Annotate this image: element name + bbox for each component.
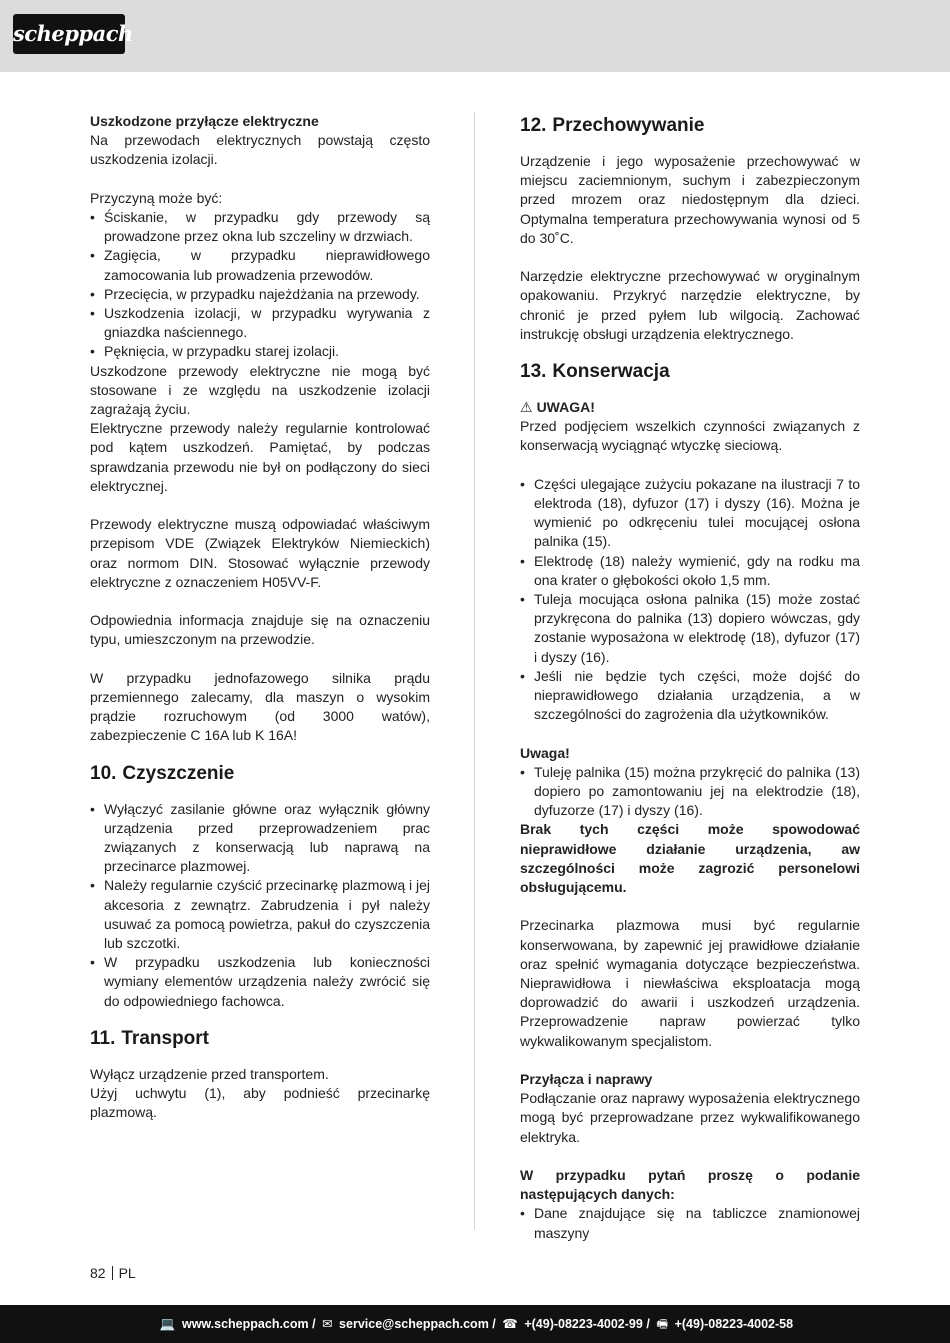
cleaning-list (90, 800, 430, 1011)
maintenance-list (520, 475, 860, 725)
list-item: • Tuleję palnika (15) można przykręcić do palnika (13) dopiero po zamontowaniu jej na elektrodzie (18), dyfuzorze (17) i dyszy (16). (520, 763, 860, 821)
list-item: • Uszkodzenia izolacji, w przypadku wyrywania z gniazdka naściennego. (90, 304, 430, 342)
fax-icon: 🖷 (656, 1317, 669, 1331)
warning-label: ⚠ UWAGA! (520, 399, 595, 416)
vde-paragraph: Przewody elektryczne muszą odpowiadać właściwym przepisom VDE (Związek Elektryków Niemieckich) oraz normom DIN. Stosować wyłącznie przewody elektryczne z oznaczeniem H05VV-F. (90, 516, 430, 590)
section-heading-cleaning (90, 762, 430, 786)
section-number: 10. (90, 762, 117, 784)
left-column (90, 112, 430, 1122)
scheppach-logo: scheppach (13, 14, 125, 54)
footer-separator: / (312, 1317, 316, 1331)
phone-icon: ☎ (502, 1317, 518, 1331)
section-title: Konserwacja (552, 361, 670, 383)
info-paragraph: Odpowiednia informacja znajduje się na oznaczeniu typu, umieszczonym na przewodzie. (90, 612, 430, 648)
questions-list (520, 1204, 860, 1242)
check-paragraph: Elektryczne przewody należy regularnie kontrolować pod kątem uszkodzeń. Pamiętać, by podczas sprawdzania przewodu nie był on podłączony do sieci elektrycznej. (90, 420, 430, 494)
section-title: Transport (121, 1027, 209, 1049)
note-list (520, 763, 860, 821)
list-item: • Elektrodę (18) należy wymienić, gdy na rodku ma ona krater o głębokości około 1,5 mm. (520, 552, 860, 590)
phone-number: +(49)-08223-4002-99 (524, 1317, 643, 1331)
storage-paragraph: Narzędzie elektryczne przechowywać w oryginalnym opakowaniu. Przykryć narzędzie elektryczne, by chronić je przed pyłem lub wilgocią. Zachować instrukcję obsługi urządzenia elektrycznego. (520, 268, 860, 342)
mail-icon: ✉ (322, 1317, 333, 1331)
section-title: Przechowywanie (552, 115, 705, 136)
website-link[interactable]: www.scheppach.com (181, 1317, 309, 1331)
questions-heading: W przypadku pytań proszę o podanie następujących danych: (520, 1167, 860, 1203)
footer-separator: / (646, 1317, 650, 1331)
list-item: • W przypadku uszkodzenia lub konieczności wymiany elementów urządzenia należy zwrócić się do odpowiedniego fachowca. (90, 953, 430, 1011)
list-item: • Zagięcia, w przypadku nieprawidłowego zamocowania lub prowadzenia przewodów. (90, 246, 430, 284)
page-number-value: 82 (90, 1265, 106, 1281)
footer-separator: / (492, 1317, 496, 1331)
section-heading-storage (520, 114, 860, 138)
list-item: • Pęknięcia, w przypadku starej izolacji. (90, 342, 430, 361)
list-item: • Ściskanie, w przypadku gdy przewody są prowadzone przez okna lub szczeliny w drzwiach. (90, 208, 430, 246)
warning-triangle-icon: ⚠ (520, 399, 533, 416)
warning-text: Przed podjęciem wszelkich czynności związanych z konserwacją wyciągnąć wtyczkę sieciową. (520, 418, 860, 454)
connections-paragraph: Podłączanie oraz naprawy wyposażenia elektrycznego mogą być przeprowadzane przez wykwalifikowanego elektryka. (520, 1090, 860, 1145)
section-number: 11. (90, 1027, 116, 1049)
list-item: • Przecięcia, w przypadku najeżdżania na przewody. (90, 285, 430, 304)
motor-paragraph: W przypadku jednofazowego silnika prądu przemiennego zalecamy, dla maszyn o wysokim prądzie rozruchowym (od 3000 watów), zabezpieczenie C 16A lub K 16A! (90, 669, 430, 744)
causes-list (90, 208, 430, 362)
list-item: • Wyłączyć zasilanie główne oraz wyłącznik główny urządzenia przed przeprowadzeniem prac związanych z konserwacją lub naprawą na przecinarce plazmowej. (90, 800, 430, 877)
section-title: Czyszczenie (122, 762, 235, 784)
list-item: • Części ulegające zużyciu pokazane na ilustracji 7 to elektroda (18), dyfuzor (17) i dyszy (16). Można je wymienić po odkręceniu tulei mocującej osłona palnika (15). (520, 475, 860, 552)
damaged-connection-heading: Uszkodzone przyłącze elektryczne (90, 113, 319, 129)
list-item: • Dane znajdujące się na tabliczce znamionowej maszyny (520, 1204, 860, 1242)
header-band (0, 0, 950, 72)
note-label: Uwaga! (520, 744, 570, 761)
right-column (520, 112, 860, 1243)
transport-line: Użyj uchwytu (1), aby podnieść przecinarkę plazmową. (90, 1085, 430, 1121)
transport-line: Wyłącz urządzenie przed transportem. (90, 1065, 329, 1082)
section-number: 12. (520, 115, 547, 136)
note-bold-paragraph: Brak tych części może spowodować nieprawidłowe działanie urządzenia, aw szczególności może zagrozić personelowi obsługującemu. (520, 821, 860, 896)
section-number: 13. (520, 361, 547, 383)
computer-icon: 💻 (159, 1317, 176, 1331)
damaged-danger-paragraph: Uszkodzone przewody elektryczne nie mogą być stosowane i ze względu na uszkodzenie izolacji zagrażają życiu. (90, 362, 430, 418)
regular-maintenance-paragraph: Przecinarka plazmowa musi być regularnie konserwowana, by zapewnić jej prawidłowe działanie oraz spełnić wymagania dotyczące bezpieczeństwa. Nieprawidłowa i niewłaściwa eksploatacja mogą doprowadzić do awarii i uszkodzeń urządzenia. Przeprowadzenie napraw powierzać tylko wykwalikowanym specjalistom. (520, 917, 860, 1049)
damaged-connection-intro: Na przewodach elektrycznych powstają często uszkodzenia izolacji. (90, 132, 430, 168)
footer-band (0, 1305, 950, 1343)
section-heading-maintenance (520, 360, 860, 384)
section-heading-transport (90, 1027, 430, 1051)
causes-intro: Przyczyną może być: (90, 189, 223, 206)
storage-paragraph: Urządzenie i jego wyposażenie przechowywać w miejscu zaciemnionym, suchym i zabezpieczonym przed mrozem oraz niedostępnym dla dzieci. Optymalna temperatura przechowywania wynosi od 5 do 30˚C. (520, 153, 860, 246)
page-number-separator (112, 1266, 113, 1280)
column-divider (474, 112, 475, 1230)
list-item: • Należy regularnie czyścić przecinarkę plazmową i jej akcesoria z zewnątrz. Zabrudzenia i pył należy usuwać za pomocą powietrza, pakuł do czyszczenia lub szczotki. (90, 876, 430, 953)
list-item: • Jeśli nie będzie tych części, może dojść do nieprawidłowego działania urządzenia, a w szczególności do zagrożenia dla użytkowników. (520, 667, 860, 725)
email-link[interactable]: service@scheppach.com (339, 1317, 489, 1331)
language-code: PL (118, 1265, 136, 1281)
connections-heading: Przyłącza i naprawy (520, 1071, 653, 1088)
list-item: • Tuleja mocująca osłona palnika (15) może zostać przykręcona do palnika (13) dopiero wówczas, gdy zostanie wyposażona w elektrodę (18), dyfuzor (17) i dyszy (16). (520, 590, 860, 667)
fax-number: +(49)-08223-4002-58 (674, 1317, 794, 1331)
page-number (90, 1264, 136, 1283)
